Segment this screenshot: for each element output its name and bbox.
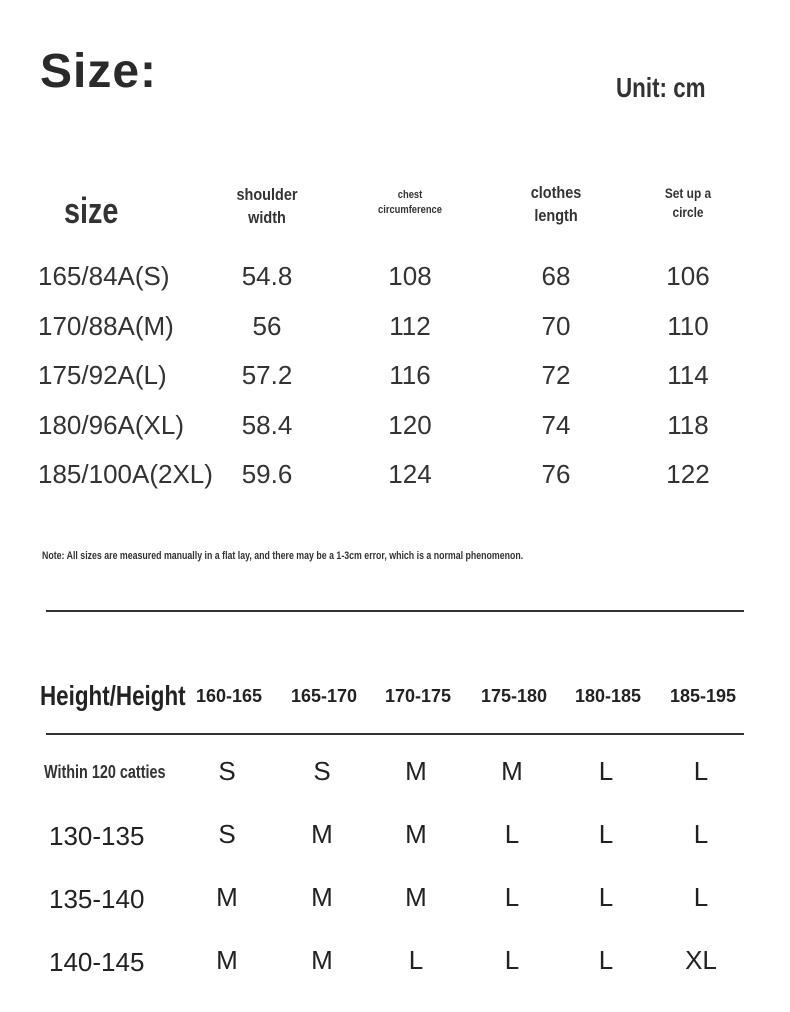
height-range-header: 170-175 (384, 686, 452, 706)
recommended-size: M (405, 819, 427, 849)
size-value: 74 (541, 410, 571, 440)
height-range-header: 175-180 (480, 686, 548, 706)
recommended-size: M (311, 945, 333, 975)
size-value: 57.2 (241, 360, 293, 390)
size-value: 76 (541, 459, 571, 489)
recommended-size: S (218, 819, 236, 849)
size-value: 116 (389, 360, 431, 390)
size-value: 58.4 (241, 410, 293, 440)
recommended-size: L (504, 819, 520, 849)
recommended-size: XL (685, 945, 717, 975)
size-column-header: size (64, 190, 119, 231)
column-header: shoulder width (236, 185, 298, 227)
size-value: 72 (541, 360, 571, 390)
weight-label: 140-145 (49, 947, 145, 977)
size-value: 112 (389, 311, 431, 341)
size-value: 59.6 (241, 459, 293, 489)
size-value: 106 (666, 261, 710, 291)
recommended-size: L (598, 756, 614, 786)
recommended-size: L (598, 882, 614, 912)
size-value: 108 (388, 261, 432, 291)
column-header: Set up a circle (664, 185, 712, 220)
recommended-size: L (504, 945, 520, 975)
column-header: clothes length (530, 183, 582, 225)
weight-label: 130-135 (49, 821, 145, 851)
height-header-label: Height/Height (40, 680, 186, 711)
size-value: 54.8 (241, 261, 293, 291)
size-value: 68 (541, 261, 571, 291)
column-header: chest circumference (378, 189, 442, 216)
height-range-header: 160-165 (195, 686, 263, 706)
size-label: 170/88A(M) (38, 311, 174, 341)
size-value: 114 (667, 360, 709, 390)
header-divider (46, 733, 744, 735)
recommended-size: M (216, 945, 238, 975)
height-range-header: 185-195 (669, 686, 737, 706)
size-label: 175/92A(L) (38, 360, 167, 390)
size-label: 180/96A(XL) (38, 410, 184, 440)
size-value: 110 (667, 311, 709, 341)
size-label: 165/84A(S) (38, 261, 170, 291)
recommended-size: L (693, 882, 709, 912)
unit-label: Unit: cm (616, 72, 706, 103)
page-title: Size: (40, 45, 158, 98)
recommended-size: M (405, 882, 427, 912)
height-range-header: 165-170 (290, 686, 358, 706)
size-value: 118 (667, 410, 709, 440)
recommended-size: M (216, 882, 238, 912)
weight-label: Within 120 catties (44, 762, 166, 782)
size-value: 120 (388, 410, 432, 440)
weight-label: 135-140 (49, 884, 145, 914)
size-value: 70 (541, 311, 571, 341)
recommended-size: L (408, 945, 424, 975)
divider (46, 610, 744, 612)
recommended-size: L (598, 945, 614, 975)
recommended-size: M (405, 756, 427, 786)
size-value: 122 (666, 459, 710, 489)
recommended-size: L (693, 756, 709, 786)
recommended-size: M (311, 882, 333, 912)
size-value: 56 (252, 311, 282, 341)
recommended-size: S (218, 756, 236, 786)
recommended-size: S (313, 756, 331, 786)
recommended-size: M (501, 756, 523, 786)
height-range-header: 180-185 (574, 686, 642, 706)
recommended-size: L (693, 819, 709, 849)
size-label: 185/100A(2XL) (38, 459, 213, 489)
recommended-size: M (311, 819, 333, 849)
recommended-size: L (504, 882, 520, 912)
size-value: 124 (388, 459, 432, 489)
measurement-note: Note: All sizes are measured manually in a flat lay, and there may be a 1-3cm error, which is a normal phenomenon. (42, 550, 524, 562)
recommended-size: L (598, 819, 614, 849)
